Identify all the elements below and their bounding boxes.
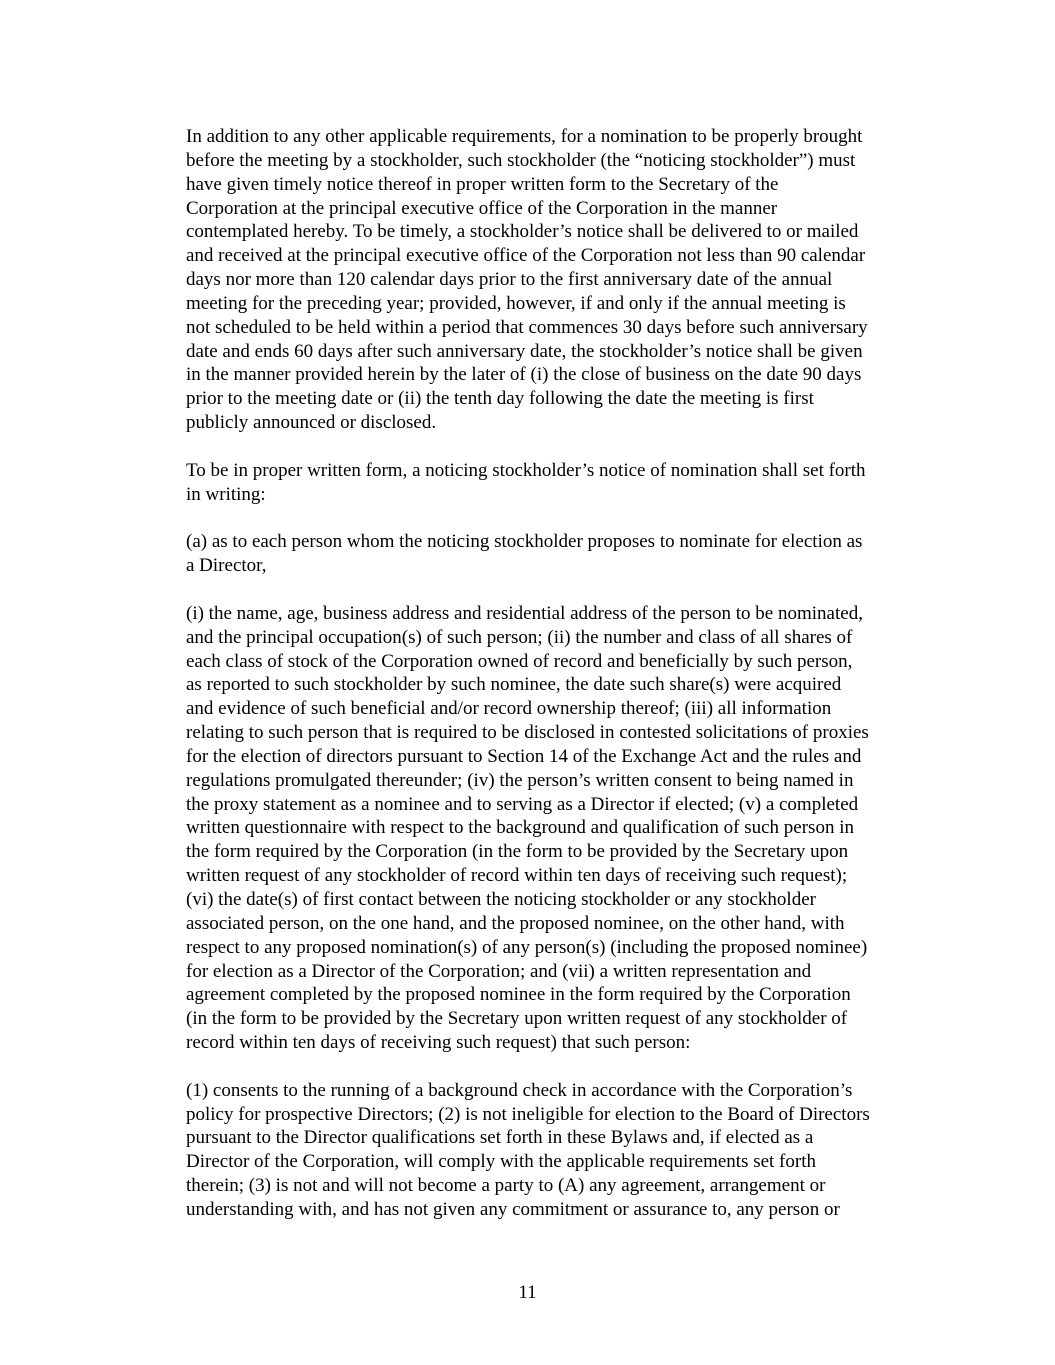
page-number: 11 (518, 1282, 537, 1303)
paragraph-proper-written-form: To be in proper written form, a noticing stockholder’s notice of nomination shall set forth in writing: (186, 459, 866, 505)
paragraph-nominee-representations: (1) consents to the running of a background check in accordance with the Corporation’s policy for prospective Directors; (2) is not ineligible for election to the Board of Directors pursuant to the Director qualifications set forth in these Bylaws and, if elected as a Director of the Corporation, will comply with the applicable requirements set forth therein; (3) is not and will not become a party to (A) any agreement, arrangement or understanding with, and has not given any commitment or assurance to, any person or (186, 1079, 870, 1220)
paragraph-nominee-information: (i) the name, age, business address and residential address of the person to be nominated, and the principal occupation(s) of such person; (ii) the number and class of all shares of each class of stock of the Corporation owned of record and beneficially by such person, as reported to such stockholder by such nominee, the date such share(s) were acquired and evidence of such beneficial and/or record ownership thereof; (iii) all information relating to such person that is required to be disclosed in contested solicitations of proxies for the election of directors pursuant to Section 14 of the Exchange Act and the rules and regulations promulgated thereunder; (iv) the person’s written consent to being named in the proxy statement as a nominee and to serving as a Director if elected; (v) a completed written questionnaire with respect to the background and qualification of such person in the form required by the Corporation (in the form to be provided by the Secretary upon written request of any stockholder of record within ten days of receiving such request); (vi) the date(s) of first contact between the noticing stockholder or any stockholder associated person, on the one hand, and the proposed nominee, on the other hand, with respect to any proposed nomination(s) of any person(s) (including the proposed nominee) for election as a Director of the Corporation; and (vii) a written representation and agreement completed by the proposed nominee in the form required by the Corporation (in the form to be provided by the Secretary upon written request of any stockholder of record within ten days of receiving such request) that such person: (186, 602, 869, 1054)
paragraph-nomination-notice-timing: In addition to any other applicable requirements, for a nomination to be properly brought before the meeting by a stockholder, such stockholder (the “noticing stockholder”) must have given timely notice thereof in proper written form to the Secretary of the Corporation at the principal executive office of the Corporation in the manner contemplated hereby. To be timely, a stockholder’s notice shall be delivered to or mailed and received at the principal executive office of the Corporation not less than 90 calendar days nor more than 120 calendar days prior to the first anniversary date of the annual meeting for the preceding year; provided, however, if and only if the annual meeting is not scheduled to be held within a period that commences 30 days before such anniversary date and ends 60 days after such anniversary date, the stockholder’s notice shall be given in the manner provided herein by the later of (i) the close of business on the date 90 days prior to the meeting date or (ii) the tenth day following the date the meeting is first publicly announced or disclosed. (186, 126, 868, 434)
paragraph-clause-a: (a) as to each person whom the noticing stockholder proposes to nominate for election as a Director, (186, 531, 863, 577)
document-body (186, 125, 946, 1222)
